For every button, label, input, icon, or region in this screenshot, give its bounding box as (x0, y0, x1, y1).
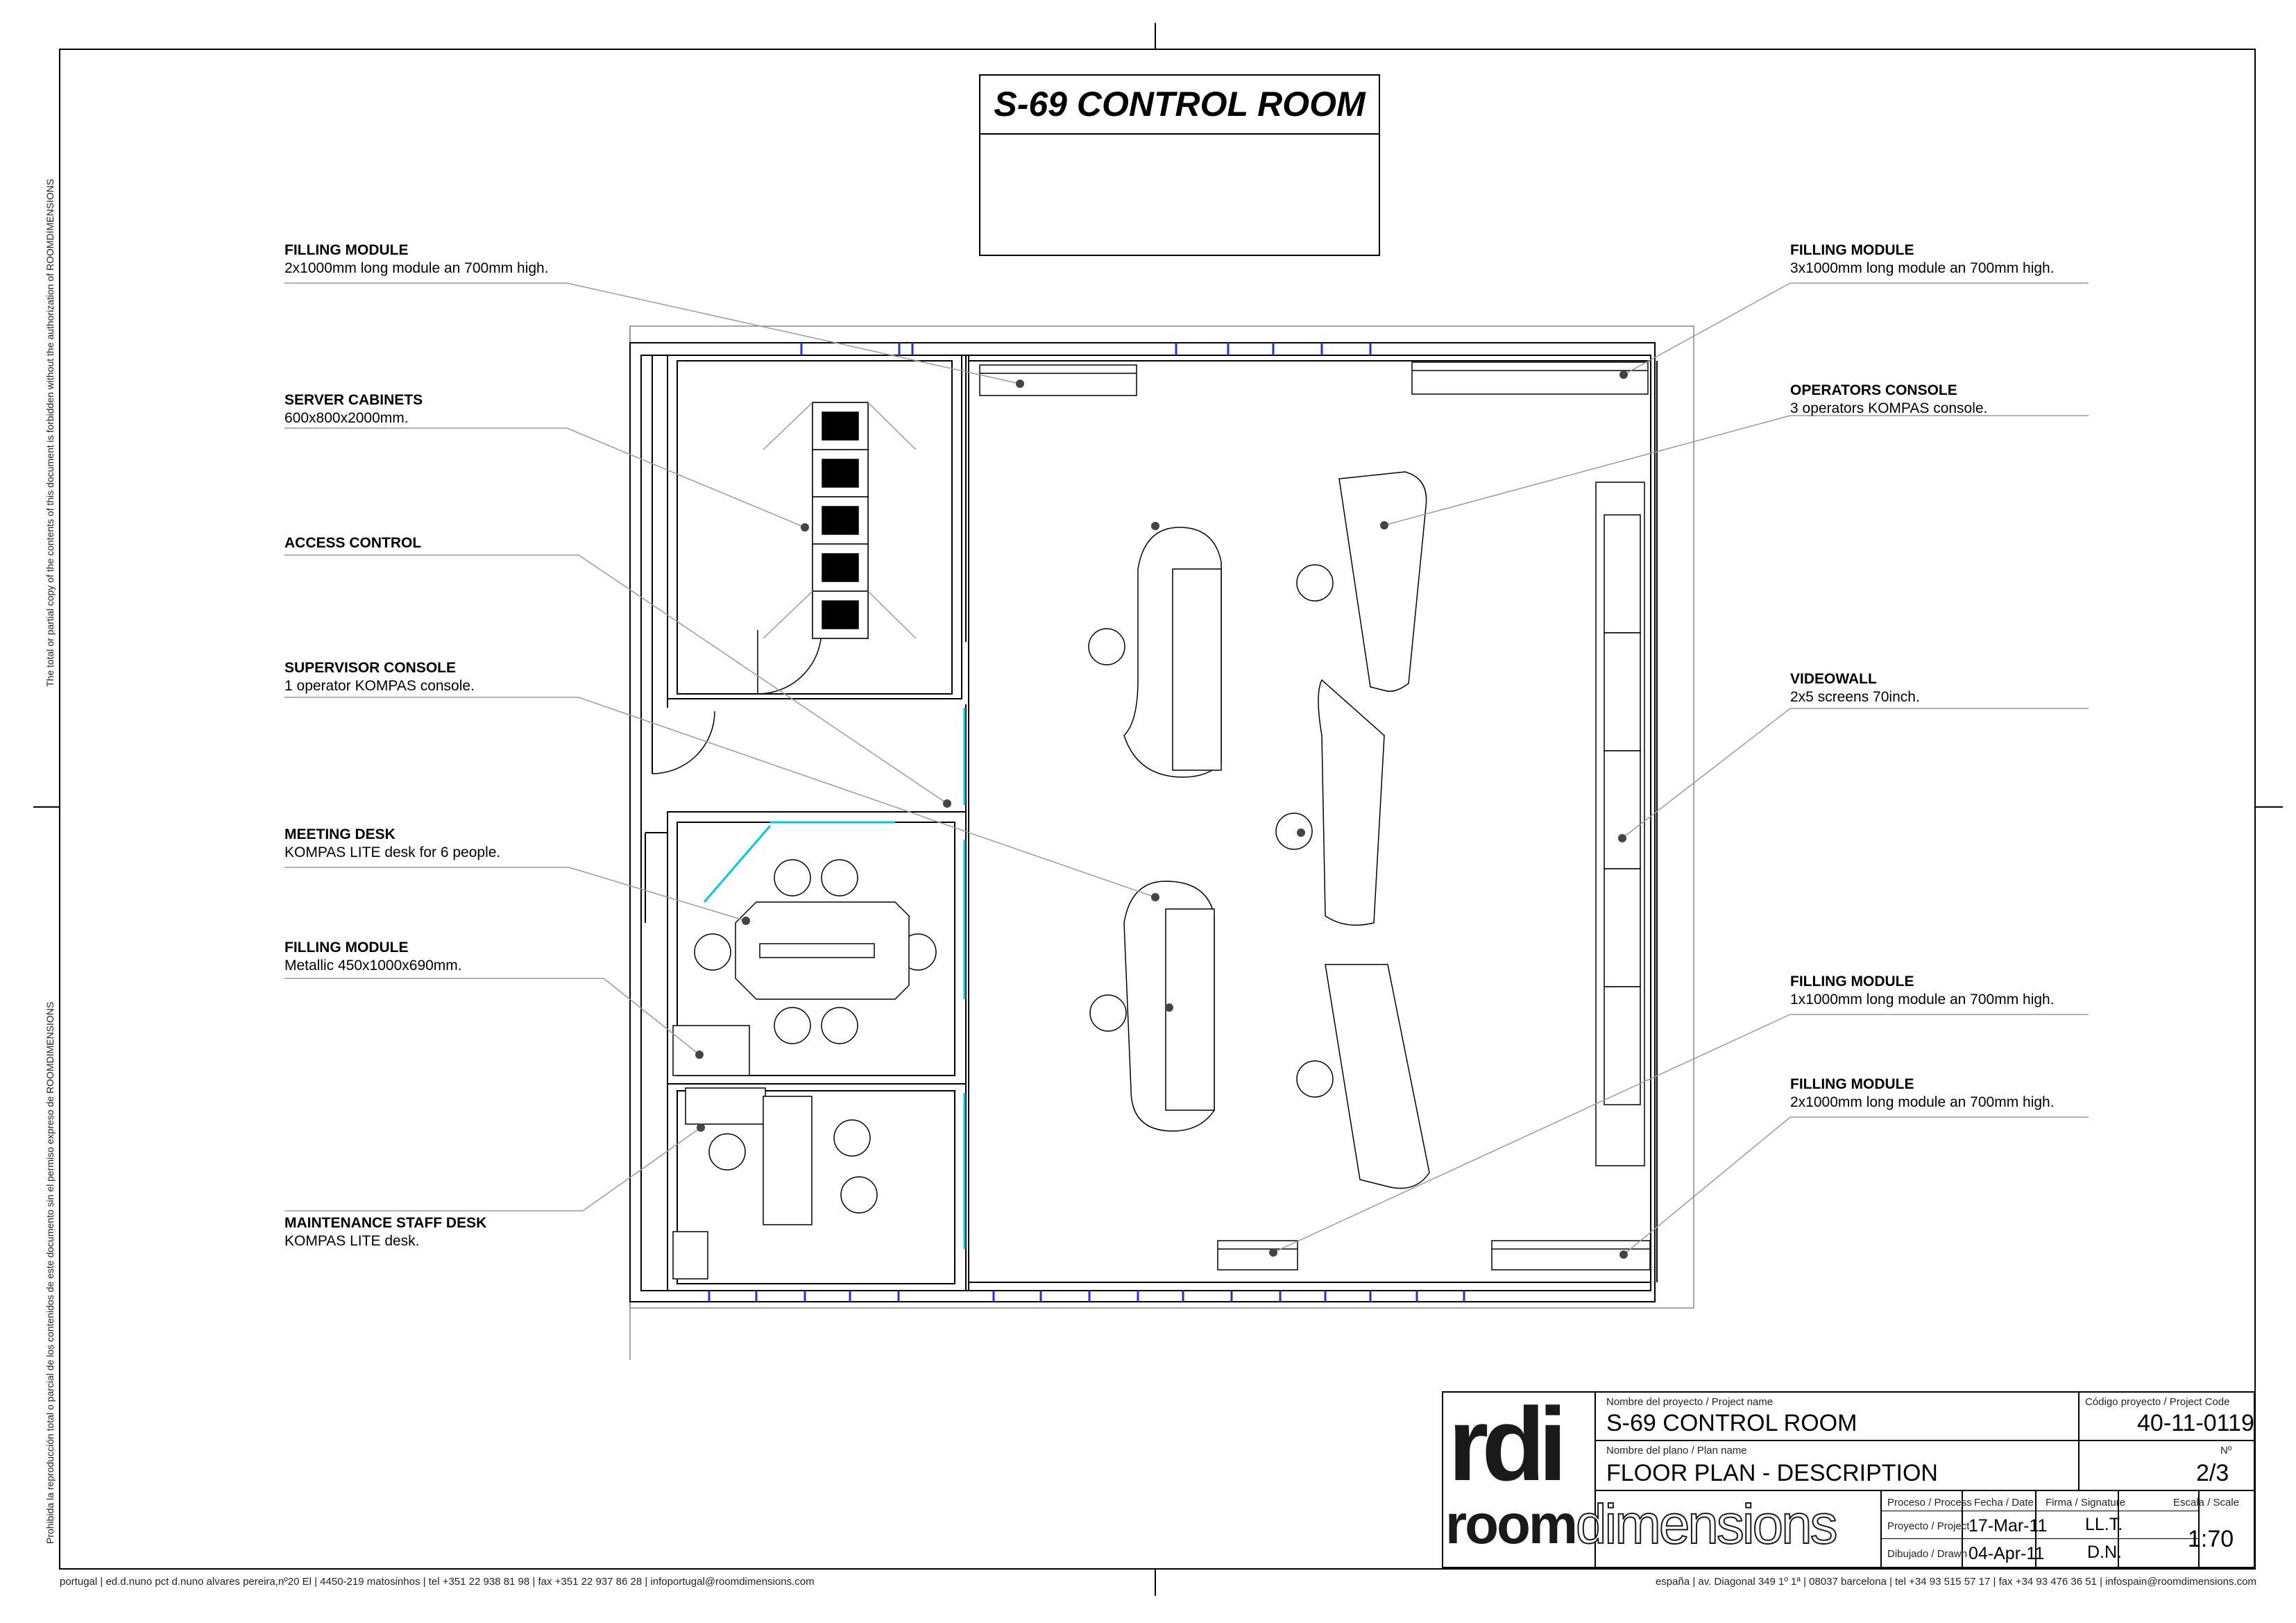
project-name: S-69 CONTROL ROOM (1606, 1410, 1857, 1436)
label-heading: OPERATORS CONSOLE (1790, 382, 1957, 398)
label-heading: FILLING MODULE (284, 242, 409, 258)
label-heading: FILLING MODULE (284, 940, 409, 955)
rdi-logo-mark: rdi (1448, 1386, 1561, 1502)
label-detail: KOMPAS LITE desk. (284, 1233, 420, 1249)
project-signature: LL.T. (2085, 1515, 2123, 1534)
number-label: Nº (2220, 1445, 2232, 1456)
scale-label: Escala / Scale (2173, 1497, 2240, 1509)
label-heading: FILLING MODULE (1790, 974, 1914, 989)
copyright-note-es: Prohibida la reproducción total o parcial de los contenidos de este documento sin el permiso expreso de ROOMDIMENSIONS (44, 1001, 56, 1544)
meeting-table (735, 902, 909, 999)
label-heading: SUPERVISOR CONSOLE (284, 660, 456, 676)
label-filling-module-1 (284, 241, 549, 278)
filing-modules (980, 362, 1650, 1270)
label-meeting-desk (284, 826, 500, 862)
plan-name-label: Nombre del plano / Plan name (1606, 1445, 1747, 1456)
label-videowall (1790, 670, 1920, 706)
label-filling-module-3x (1790, 241, 2055, 278)
signature-label: Firma / Signature (2046, 1497, 2126, 1509)
project-code: 40-11-0119 (2137, 1410, 2254, 1436)
footer-spain: españa | av. Diagonal 349 1º 1ª | 08037 barcelona | tel +34 93 515 57 17 | fax +34 93 476 36 51 | infospain@roomdimensions.com (1655, 1576, 2256, 1588)
label-detail: 1 operator KOMPAS console. (284, 678, 475, 694)
plan-name: FLOOR PLAN - DESCRIPTION (1606, 1460, 1938, 1486)
sheet-number: 2/3 (2196, 1460, 2229, 1486)
label-heading: FILLING MODULE (1790, 1076, 1914, 1092)
scale-value: 1:70 (2188, 1526, 2234, 1552)
label-detail: 3x1000mm long module an 700mm high. (1790, 260, 2055, 276)
label-detail: 2x1000mm long module an 700mm high. (284, 260, 549, 276)
label-heading: ACCESS CONTROL (284, 535, 422, 551)
drawn-date: 04-Apr-11 (1968, 1544, 2045, 1563)
date-label: Fecha / Date (1974, 1497, 2034, 1509)
videowall (1596, 482, 1644, 1166)
logo-room-text: room (1445, 1493, 1576, 1555)
label-filling-module-2x (1790, 1076, 2055, 1112)
label-operators-console (1790, 382, 1987, 418)
label-heading: FILLING MODULE (1790, 242, 1914, 258)
footer-portugal: portugal | ed.d.nuno pct d.nuno alvares pereira,nº20 El | 4450-219 matosinhos | tel +351 22 938 81 98 | fax +351 22 937 86 28 | infoportugal@roomdimensions.com (60, 1576, 815, 1588)
server-cabinets (763, 402, 916, 638)
label-heading: MAINTENANCE STAFF DESK (284, 1215, 487, 1231)
label-detail: 3 operators KOMPAS console. (1790, 400, 1988, 416)
label-detail: 1x1000mm long module an 700mm high. (1790, 992, 2055, 1008)
project-row-label: Proyecto / Project (1887, 1520, 1970, 1532)
label-heading: MEETING DESK (284, 826, 396, 842)
label-maintenance-desk (284, 1214, 486, 1250)
project-code-label: Código proyecto / Project Code (2085, 1396, 2230, 1408)
process-label: Proceso / Process (1887, 1497, 1972, 1509)
label-heading: SERVER CABINETS (284, 392, 423, 408)
logo-dimensions-text: dimensions (1576, 1493, 1836, 1555)
drawing-title-box (979, 74, 1380, 256)
label-detail: Metallic 450x1000x690mm. (284, 958, 462, 974)
drawing-title: S-69 CONTROL ROOM (980, 76, 1379, 135)
label-supervisor-console (284, 659, 475, 695)
drawn-signature: D.N. (2087, 1543, 2122, 1562)
label-filling-module-metallic (284, 939, 462, 975)
label-detail: KOMPAS LITE desk for 6 people. (284, 844, 501, 860)
label-detail: 2x1000mm long module an 700mm high. (1790, 1094, 2055, 1110)
project-date: 17-Mar-11 (1968, 1516, 2048, 1536)
label-detail: 600x800x2000mm. (284, 410, 409, 426)
copyright-note-en: The total or partial copy of the contents of this document is forbidden without the authorization of ROOMDIMENSIONS (44, 178, 56, 687)
project-name-label: Nombre del proyecto / Project name (1606, 1396, 1774, 1408)
drawn-row-label: Dibujado / Drawn (1887, 1548, 1968, 1560)
label-filling-module-1x (1790, 973, 2055, 1009)
label-server-cabinets (284, 391, 423, 427)
label-heading: VIDEOWALL (1790, 671, 1877, 687)
roomdimensions-logo (1445, 1493, 1836, 1556)
label-detail: 2x5 screens 70inch. (1790, 689, 1920, 705)
label-access-control (284, 534, 421, 552)
